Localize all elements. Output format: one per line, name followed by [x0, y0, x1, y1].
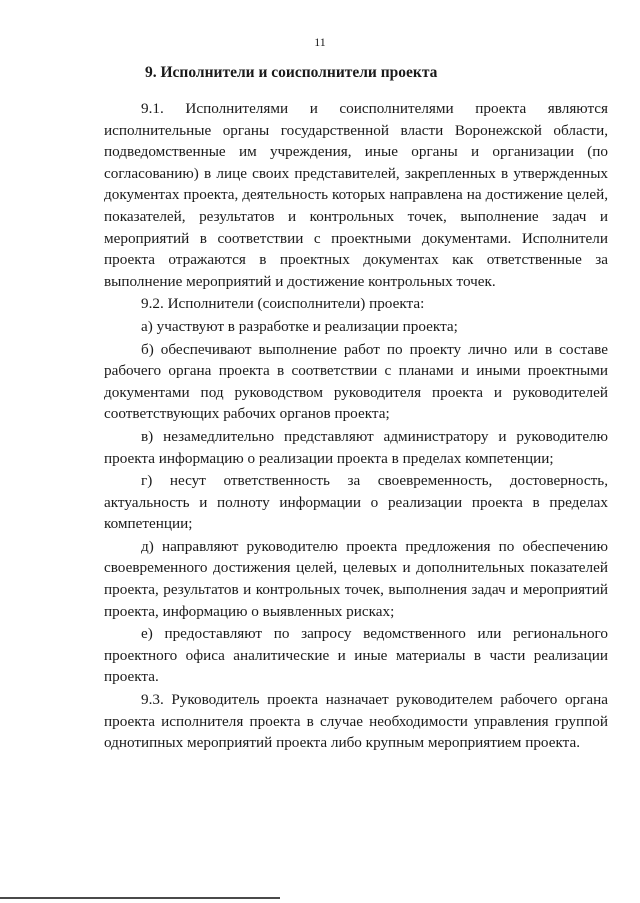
list-item-a: а) участвуют в разработке и реализации проекта; — [141, 317, 458, 335]
paragraph-9-1: 9.1. Исполнителями и соисполнителями проекта являются исполнительные органы государственной власти Воронежской области, подведомственные им учреждения, иные органы и организации (по согласованию) в лице своих представителей, закрепленных в утвержденных документах проекта, деятельность которых направлена на достижение целей, показателей, результатов и контрольных точек, выполнение задач и мероприятий в соответствии с проектными документами. Исполнители проекта отражаются в проектных документах как ответственные за выполнение мероприятий и достижение контрольных точек. — [104, 100, 608, 290]
list-item-b: б) обеспечивают выполнение работ по проекту лично или в составе рабочего органа проекта в соответствии с планами и иными проектными документами под руководством руководителя проекта и руководителей соответствующих рабочих органов проекта; — [104, 340, 608, 423]
list-item-v: в) незамедлительно представляют администратору и руководителю проекта информацию о реализации проекта в пределах компетенции; — [104, 427, 608, 467]
list-item-e: е) предоставляют по запросу ведомственного или регионального проектного офиса аналитические и иные материалы в части реализации проекта. — [104, 625, 608, 686]
list-item-g: г) несут ответственность за своевременность, достоверность, актуальность и полноту информации о реализации проекта в пределах компетенции; — [104, 472, 608, 533]
paragraph-9-3: 9.3. Руководитель проекта назначает руководителем рабочего органа проекта исполнителя проекта в случае необходимости управления группой однотипных мероприятий проекта либо крупным мероприятием проекта. — [104, 691, 608, 752]
paragraph-9-2: 9.2. Исполнители (соисполнители) проекта: — [141, 295, 425, 313]
scan-edge-line — [0, 897, 280, 899]
document-body — [104, 98, 608, 755]
page-number: 11 — [314, 35, 326, 49]
section-heading: 9. Исполнители и соисполнители проекта — [145, 64, 438, 81]
list-item-d: д) направляют руководителю проекта предложения по обеспечению своевременного достижения целей, целевых и дополнительных показателей проекта, результатов и контрольных точек, выполнения задач и мероприятий проекта, информацию о выявленных рисках; — [104, 537, 608, 620]
